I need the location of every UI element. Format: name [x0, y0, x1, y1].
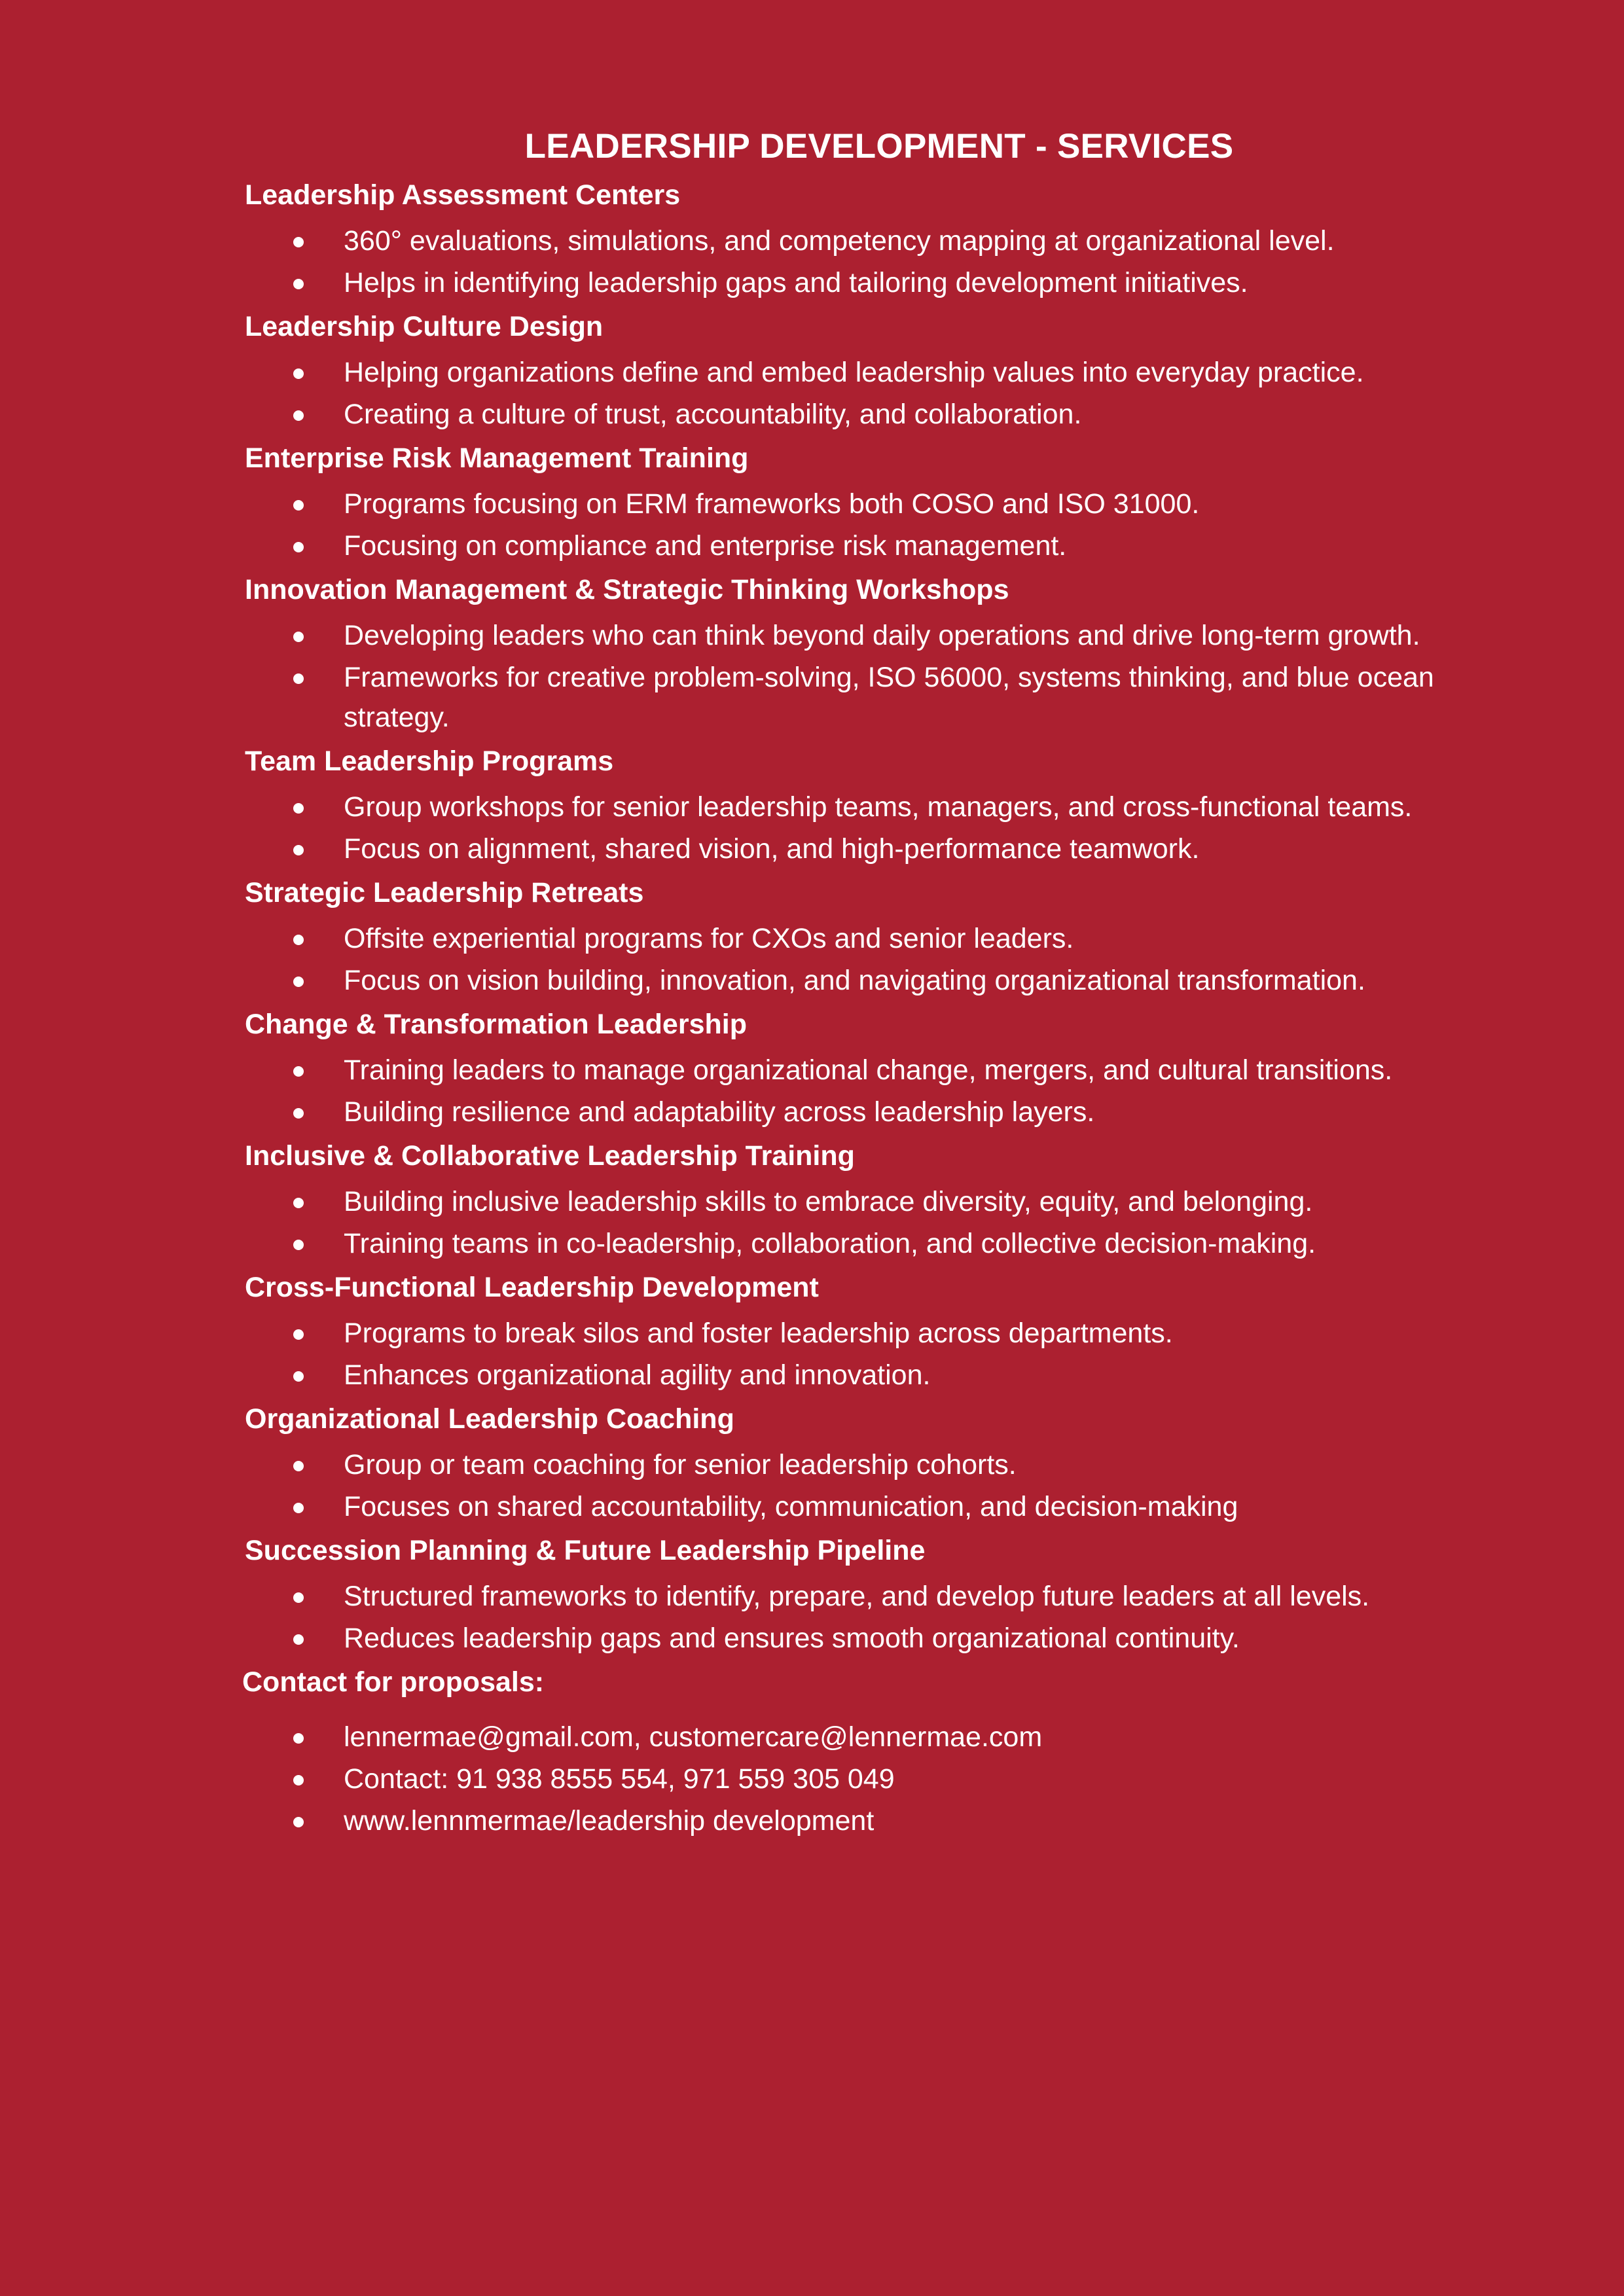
bullet-icon: [293, 1461, 304, 1471]
page-title: LEADERSHIP DEVELOPMENT - SERVICES: [524, 127, 1234, 166]
list-item-text: Enhances organizational agility and innovation.: [344, 1359, 931, 1391]
bullet-list: [245, 1577, 1436, 1659]
bullet-list: [245, 616, 1436, 738]
list-item-text: 360° evaluations, simulations, and competency mapping at organizational level.: [344, 225, 1335, 257]
list-item-text: Creating a culture of trust, accountability, and collaboration.: [344, 399, 1082, 430]
list-item: [245, 919, 1456, 959]
section-heading: Change & Transformation Leadership: [245, 1009, 747, 1040]
list-item-text: Reduces leadership gaps and ensures smooth organizational continuity.: [344, 1623, 1240, 1654]
bullet-icon: [293, 1371, 304, 1382]
list-item-text: Training teams in co-leadership, collaboration, and collective decision-making.: [344, 1228, 1316, 1259]
section-heading: Inclusive & Collaborative Leadership Training: [245, 1140, 855, 1172]
list-item: [245, 526, 1456, 566]
list-item: [245, 1314, 1456, 1354]
list-item-text: Programs to break silos and foster leadership across departments.: [344, 1318, 1173, 1349]
list-item: [245, 1092, 1456, 1132]
list-item-text: Helping organizations define and embed leadership values into everyday practice.: [344, 357, 1364, 388]
section-erm-training: [245, 439, 1436, 566]
bullet-list: [245, 1050, 1436, 1132]
bullet-icon: [293, 977, 304, 987]
section-heading: Organizational Leadership Coaching: [245, 1403, 734, 1435]
contact-heading: Contact for proposals:: [242, 1666, 545, 1698]
list-item-text: Developing leaders who can think beyond daily operations and drive long-term growth.: [344, 620, 1420, 651]
bullet-icon: [293, 1817, 304, 1827]
bullet-icon: [293, 237, 304, 247]
bullet-list: [245, 221, 1436, 303]
bullet-icon: [293, 1066, 304, 1077]
contact-phone-text: Contact: 91 938 8555 554, 971 559 305 049: [344, 1763, 895, 1795]
bullet-list: [245, 1182, 1436, 1264]
contact-website[interactable]: [245, 1801, 1456, 1841]
contact-website-text[interactable]: www.lennmermae/leadership development: [344, 1805, 875, 1837]
list-item: [245, 658, 1456, 738]
section-heading: Innovation Management & Strategic Thinking Workshops: [245, 574, 1009, 605]
bullet-icon: [293, 1634, 304, 1645]
section-leadership-coaching: [245, 1399, 1436, 1527]
section-heading: Leadership Culture Design: [245, 311, 604, 342]
list-item-text: Building resilience and adaptability across leadership layers.: [344, 1096, 1095, 1128]
list-item: [245, 829, 1456, 869]
contact-phone: [245, 1759, 1456, 1799]
list-item-text: Programs focusing on ERM frameworks both COSO and ISO 31000.: [344, 488, 1200, 520]
list-item-text: Structured frameworks to identify, prepare, and develop future leaders at all levels.: [344, 1581, 1370, 1612]
list-item: [245, 787, 1456, 827]
section-team-leadership: [245, 742, 1436, 869]
list-item-text: Training leaders to manage organizational change, mergers, and cultural transitions.: [344, 1054, 1393, 1086]
bullet-icon: [293, 1198, 304, 1208]
list-item: [245, 1619, 1456, 1659]
list-item: [245, 395, 1456, 435]
bullet-icon: [293, 410, 304, 421]
bullet-icon: [293, 500, 304, 511]
contact-list: [245, 1717, 1436, 1841]
bullet-icon: [293, 673, 304, 684]
bullet-icon: [293, 1503, 304, 1513]
list-item-text: Building inclusive leadership skills to embrace diversity, equity, and belonging.: [344, 1186, 1313, 1217]
list-item-text: Offsite experiential programs for CXOs and senior leaders.: [344, 923, 1074, 954]
bullet-icon: [293, 1240, 304, 1250]
bullet-list: [245, 919, 1436, 1001]
list-item-text: Helps in identifying leadership gaps and tailoring development initiatives.: [344, 267, 1248, 298]
contact-email[interactable]: [245, 1717, 1456, 1757]
bullet-icon: [293, 1775, 304, 1785]
section-heading: Cross-Functional Leadership Development: [245, 1272, 819, 1303]
section-cross-functional: [245, 1268, 1436, 1395]
section-heading: Team Leadership Programs: [245, 745, 614, 777]
list-item: [245, 1487, 1456, 1527]
bullet-icon: [293, 1733, 304, 1744]
list-item-text: Focus on vision building, innovation, and navigating organizational transformation.: [344, 965, 1365, 996]
list-item: [245, 1050, 1456, 1090]
section-innovation-workshops: [245, 570, 1436, 738]
bullet-icon: [293, 279, 304, 289]
bullet-list: [245, 353, 1436, 435]
section-inclusive-leadership: [245, 1136, 1436, 1264]
document-page: [242, 124, 1436, 1845]
contact-email-text[interactable]: lennermae@gmail.com, customercare@lennermae.com: [344, 1721, 1043, 1753]
list-item: [245, 484, 1456, 524]
list-item-text: Group or team coaching for senior leadership cohorts.: [344, 1449, 1017, 1480]
list-item: [245, 1224, 1456, 1264]
list-item-text: Frameworks for creative problem-solving, ISO 56000, systems thinking, and blue ocean strategy.: [344, 662, 1434, 733]
list-item-text: Focusing on compliance and enterprise risk management.: [344, 530, 1067, 562]
list-item-text: Focus on alignment, shared vision, and high-performance teamwork.: [344, 833, 1200, 865]
list-item: [245, 1445, 1456, 1485]
list-item: [245, 263, 1456, 303]
bullet-list: [245, 484, 1436, 566]
section-assessment-centers: [245, 175, 1436, 303]
list-item-text: Group workshops for senior leadership teams, managers, and cross-functional teams.: [344, 791, 1413, 823]
bullet-icon: [293, 542, 304, 552]
list-item: [245, 221, 1456, 261]
bullet-icon: [293, 1592, 304, 1603]
section-succession-planning: [245, 1531, 1436, 1659]
section-culture-design: [245, 307, 1436, 435]
list-item: [245, 961, 1456, 1001]
bullet-icon: [293, 1108, 304, 1119]
list-item: [245, 1577, 1456, 1617]
bullet-icon: [293, 935, 304, 945]
bullet-icon: [293, 368, 304, 379]
section-heading: Strategic Leadership Retreats: [245, 877, 644, 908]
bullet-list: [245, 1445, 1436, 1527]
bullet-list: [245, 1314, 1436, 1395]
list-item-text: Focuses on shared accountability, communication, and decision-making: [344, 1491, 1238, 1522]
list-item: [245, 1182, 1456, 1222]
bullet-icon: [293, 803, 304, 814]
section-heading: Leadership Assessment Centers: [245, 179, 681, 211]
section-contact: [242, 1662, 1436, 1841]
section-strategic-retreats: [245, 873, 1436, 1001]
bullet-icon: [293, 632, 304, 642]
bullet-icon: [293, 1329, 304, 1340]
bullet-list: [245, 787, 1436, 869]
section-change-transformation: [245, 1005, 1436, 1132]
section-heading: Succession Planning & Future Leadership Pipeline: [245, 1535, 926, 1566]
list-item: [245, 616, 1456, 656]
list-item: [245, 1355, 1456, 1395]
bullet-icon: [293, 845, 304, 855]
list-item: [245, 353, 1456, 393]
section-heading: Enterprise Risk Management Training: [245, 442, 749, 474]
